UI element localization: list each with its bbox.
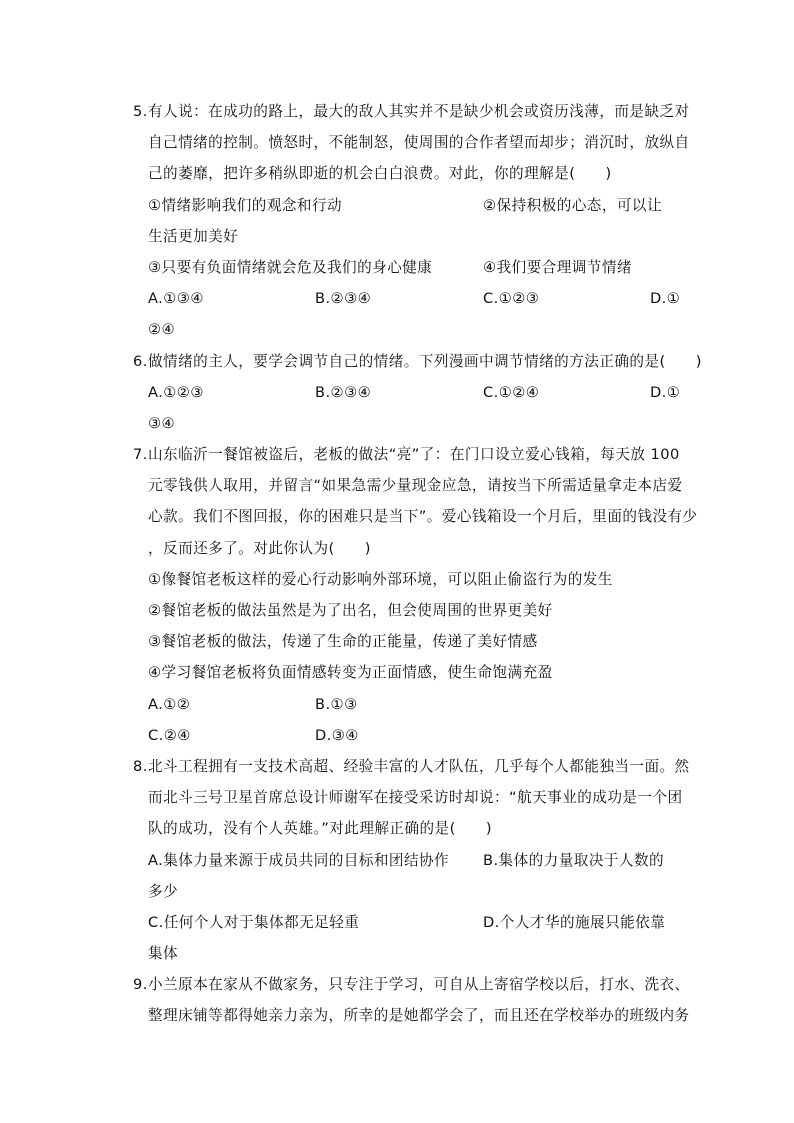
option-c[interactable]: C.①②③: [483, 290, 540, 308]
option-b[interactable]: B.集体的力量取决于人数的: [483, 851, 665, 869]
question-9: [0, 969, 794, 1000]
question-text: 心款。我们不图回报，你的困难只是当下”。爱心钱箱设一个月后，里面的钱没有少: [148, 508, 698, 526]
statement-3: ③餐馆老板的做法，传递了生命的正能量，传递了美好情感: [148, 633, 538, 651]
statement-4: ④我们要合理调节情绪: [483, 258, 632, 276]
question-number: 6.: [133, 352, 148, 370]
question-text: 有人说：在成功的路上，最大的敌人其实并不是缺少机会或资历浅薄，而是缺乏对: [148, 103, 690, 120]
question-8: [0, 751, 794, 782]
option-b[interactable]: B.②③④: [315, 290, 372, 308]
option-a[interactable]: A.①③④: [148, 290, 204, 308]
question-number: 5.: [133, 103, 148, 120]
option-d[interactable]: D.①: [650, 383, 681, 401]
option-d[interactable]: D.③④: [315, 726, 359, 744]
statement-1: ①情绪影响我们的观念和行动: [148, 196, 343, 214]
question-number: 9.: [133, 976, 148, 994]
question-text: 元零钱供人取用，并留言“如果急需少量现金应急，请按当下所需适量拿走本店爱: [148, 477, 683, 495]
question-text: 小兰原本在家从不做家务，只专注于学习，可自从上寄宿学校以后，打水、洗衣、: [148, 976, 690, 994]
question-6: [0, 346, 794, 377]
statement-2: ②保持积极的心态，可以让: [483, 196, 663, 214]
exam-page: [0, 96, 794, 1032]
question-text: 山东临沂一餐馆被盗后，老板的做法“亮”了：在门口设立爱心钱箱，每天放 100: [148, 446, 680, 464]
question-number: 8.: [133, 757, 148, 775]
question-number: 7.: [133, 446, 148, 464]
question-text: ，反而还多了。对此你认为( ): [148, 539, 371, 557]
question-5: [0, 96, 794, 127]
question-text: 自己情绪的控制。愤怒时，不能制怒，使周围的合作者望而却步；消沉时，放纵自: [148, 134, 690, 152]
question-text: 整理床铺等都得她亲力亲为，所幸的是她都学会了，而且还在学校举办的班级内务: [148, 1007, 690, 1025]
option-d-cont: ②④: [148, 321, 176, 339]
statement-2: ②餐馆老板的做法虽然是为了出名，但会使周围的世界更美好: [148, 602, 553, 619]
option-d-cont: ③④: [148, 414, 176, 432]
question-text: 而北斗三号卫星首席总设计师谢军在接受采访时却说：“航天事业的成功是一个团: [148, 789, 683, 807]
option-a[interactable]: A.①②: [148, 695, 191, 713]
option-d[interactable]: D.个人才华的施展只能依靠: [483, 913, 666, 931]
statement-2-cont: 生活更加美好: [148, 227, 239, 245]
statement-4: ④学习餐馆老板将负面情感转变为正面情感，使生命饱满充盈: [148, 664, 553, 682]
question-text: 北斗工程拥有一支技术高超、经验丰富的人才队伍，几乎每个人都能独当一面。然: [148, 757, 690, 775]
option-a[interactable]: A.①②③: [148, 383, 204, 401]
option-b[interactable]: B.①③: [315, 695, 358, 713]
option-c[interactable]: C.任何个人对于集体都无足轻重: [148, 913, 360, 931]
option-a[interactable]: A.集体力量来源于成员共同的目标和团结协作: [148, 851, 450, 869]
option-c[interactable]: C.②④: [148, 726, 191, 744]
statement-3: ③只要有负面情绪就会危及我们的身心健康: [148, 258, 433, 276]
option-c[interactable]: C.①②④: [483, 383, 540, 401]
question-text: 己的萎靡，把许多稍纵即逝的机会白白浪费。对此，你的理解是( ): [148, 165, 612, 183]
question-text: 队的成功，没有个人英雄。”对此理解正确的是( ): [148, 820, 492, 838]
option-d-cont: 集体: [148, 945, 179, 963]
question-text: 做情绪的主人，要学会调节自己的情绪。下列漫画中调节情绪的方法正确的是( ): [148, 352, 702, 370]
option-d[interactable]: D.①: [650, 290, 681, 308]
option-b[interactable]: B.②③④: [315, 383, 372, 401]
statement-1: ①像餐馆老板这样的爱心行动影响外部环境，可以阻止偷盗行为的发生: [148, 570, 613, 588]
question-7: [0, 439, 794, 470]
option-b-cont: 多少: [148, 882, 179, 900]
